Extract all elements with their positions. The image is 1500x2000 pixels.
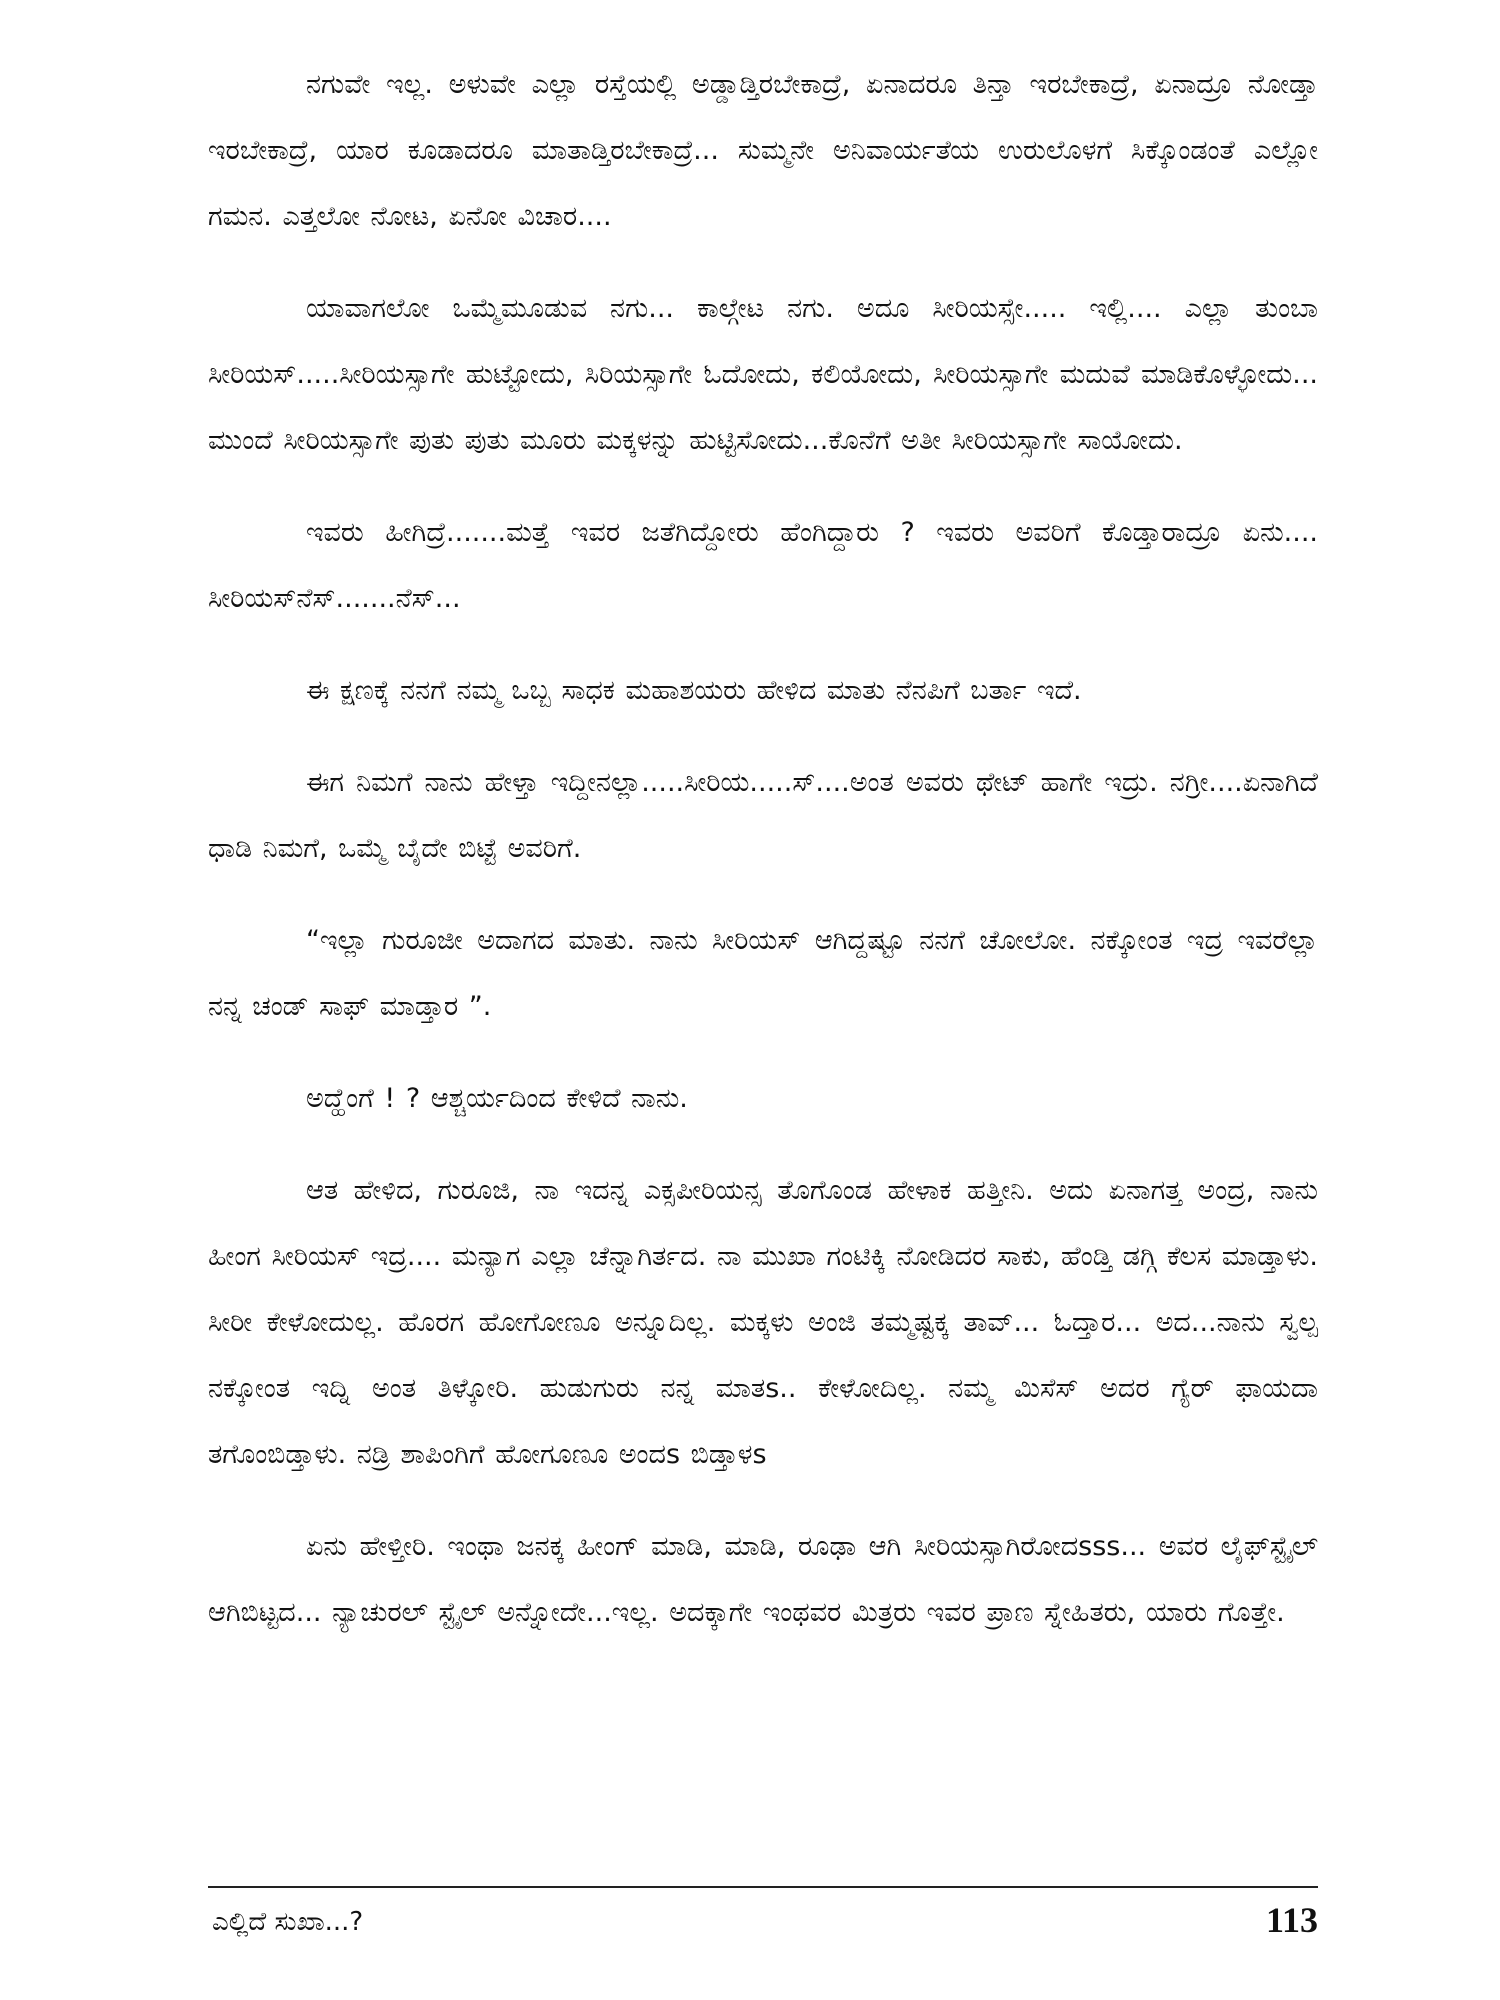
running-footer-title: ಎಲ್ಲಿದೆ ಸುಖಾ...? — [212, 1907, 364, 1937]
paragraph-8: ಆತ ಹೇಳಿದ, ಗುರೂಜಿ, ನಾ ಇದನ್ನ ಎಕ್ಸಪೀರಿಯನ್ಸ ತೊಗೊಂಡ ಹೇಳಾಕ ಹತ್ತೀನಿ. ಅದು ಏನಾಗತ್ತ ಅಂದ್ರ, ನಾನು ಹೀಂಗ ಸೀರಿಯಸ್ ಇದ್ರ.... ಮನ್ಯಾಗ ಎಲ್ಲಾ ಚೆನ್ನಾಗಿರ್ತದ. ನಾ ಮುಖಾ ಗಂಟಿಕ್ಕಿ ನೋಡಿದರ ಸಾಕು, ಹೆಂಡ್ತಿ ಡಗ್ಗಿ ಕೆಲಸ ಮಾಡ್ತಾಳು. ಸೀರೀ ಕೇಳೋದುಲ್ಲ. ಹೊರಗ ಹೋಗೋಣೂ ಅನ್ನೂದಿಲ್ಲ. ಮಕ್ಕಳು ಅಂಜಿ ತಮ್ಮಷ್ಟಕ್ಕ ತಾವ್... ಓದ್ತಾರ... ಅದ...ನಾನು ಸ್ವಲ್ಪ ನಕ್ಕೋಂತ ಇದ್ನಿ ಅಂತ ತಿಳ್ಕೋರಿ. ಹುಡುಗುರು ನನ್ನ ಮಾತs.. ಕೇಳೋದಿಲ್ಲ. ನಮ್ಮ ಮಿಸೆಸ್ ಅದರ ಗ್ಯೆರ್ ಫಾಯದಾ ತಗೊಂಬಿಡ್ತಾಳು. ನಡ್ರಿ ಶಾಪಿಂಗಿಗೆ ಹೋಗೂಣೂ ಅಂದs ಬಿಡ್ತಾಳs — [208, 1175, 1318, 1470]
paragraph-6: “ಇಲ್ಲಾ ಗುರೂಜೀ ಅದಾಗದ ಮಾತು. ನಾನು ಸೀರಿಯಸ್ ಆಗಿದ್ದಷ್ಟೂ ನನಗೆ ಚೋಲೋ. ನಕ್ಕೋಂತ ಇದ್ರ ಇವರೆಲ್ಲಾ ನನ್ನ ಚಂಡ್ ಸಾಫ್ ಮಾಡ್ತಾರ ”. — [208, 925, 1318, 1022]
paragraph-7: ಅದ್ಹೆಂಗೆ ! ? ಆಶ್ಚರ್ಯದಿಂದ ಕೇಳಿದೆ ನಾನು. — [306, 1083, 688, 1114]
footer-divider — [208, 1886, 1318, 1888]
book-page — [208, 52, 1318, 1952]
page-number: 113 — [1265, 1900, 1318, 1940]
paragraph-1: ನಗುವೇ ಇಲ್ಲ. ಅಳುವೇ ಎಲ್ಲಾ ರಸ್ತೆಯಲ್ಲಿ ಅಡ್ಡಾಡ್ತಿರಬೇಕಾದ್ರೆ, ಏನಾದರೂ ತಿನ್ತಾ ಇರಬೇಕಾದ್ರೆ, ಏನಾದ್ರೂ ನೋಡ್ತಾ ಇರಬೇಕಾದ್ರೆ, ಯಾರ ಕೂಡಾದರೂ ಮಾತಾಡ್ತಿರಬೇಕಾದ್ರೆ... ಸುಮ್ಮನೇ ಅನಿವಾರ್ಯತೆಯ ಉರುಲೊಳಗೆ ಸಿಕ್ಕೊಂಡಂತೆ ಎಲ್ಲೋ ಗಮನ. ಎತ್ತಲೋ ನೋಟ, ಏನೋ ವಿಚಾರ.... — [208, 69, 1318, 232]
paragraph-2: ಯಾವಾಗಲೋ ಒಮ್ಮೆಮೂಡುವ ನಗು... ಕಾಲ್ಗೇಟ ನಗು. ಅದೂ ಸೀರಿಯಸ್ಸೇ..... ಇಲ್ಲಿ.... ಎಲ್ಲಾ ತುಂಬಾ ಸೀರಿಯಸ್.....ಸೀರಿಯಸ್ಸಾಗೇ ಹುಟ್ಟೋದು, ಸಿರಿಯಸ್ಸಾಗೇ ಓದೋದು, ಕಲಿಯೋದು, ಸೀರಿಯಸ್ಸಾಗೇ ಮದುವೆ ಮಾಡಿಕೊಳ್ಳೋದು... ಮುಂದೆ ಸೀರಿಯಸ್ಸಾಗೇ ಪುತು ಪುತು ಮೂರು ಮಕ್ಕಳನ್ನು ಹುಟ್ಟಿಸೋದು...ಕೊನೆಗೆ ಅತೀ ಸೀರಿಯಸ್ಸಾಗೇ ಸಾಯೋದು. — [208, 293, 1318, 456]
paragraph-3: ಇವರು ಹೀಗಿದ್ರೆ.......ಮತ್ತೆ ಇವರ ಜತೆಗಿದ್ದೋರು ಹೆಂಗಿದ್ದಾರು ? ಇವರು ಅವರಿಗೆ ಕೊಡ್ತಾರಾದ್ರೂ ಏನು.... ಸೀರಿಯಸ್‌ನೆಸ್.......ನೆಸ್... — [208, 517, 1318, 614]
paragraph-4: ಈ ಕ್ಷಣಕ್ಕೆ ನನಗೆ ನಮ್ಮ ಒಬ್ಬ ಸಾಧಕ ಮಹಾಶಯರು ಹೇಳಿದ ಮಾತು ನೆನಪಿಗೆ ಬರ್ತಾ ಇದೆ. — [306, 675, 1082, 706]
page-body — [208, 52, 1318, 1672]
paragraph-5: ಈಗ ನಿಮಗೆ ನಾನು ಹೇಳ್ತಾ ಇದ್ದೀನಲ್ಲಾ.....ಸೀರಿಯ.....ಸ್....ಅಂತ ಅವರು ಥೇಟ್ ಹಾಗೇ ಇದ್ರು. ನಗ್ರೀ....ಏನಾಗಿದೆ ಧಾಡಿ ನಿಮಗೆ, ಒಮ್ಮೆ ಬೈದೇ ಬಿಟ್ಟೆ ಅವರಿಗೆ. — [208, 767, 1318, 864]
paragraph-9: ಏನು ಹೇಳ್ತೀರಿ. ಇಂಥಾ ಜನಕ್ಕ ಹೀಂಗ್ ಮಾಡಿ, ಮಾಡಿ, ರೂಢಾ ಆಗಿ ಸೀರಿಯಸ್ಸಾಗಿರೋದsss... ಅವರ ಲೈಫ್‌ಸ್ಟೈಲ್ ಆಗಿಬಿಟ್ಟದ... ನ್ಯಾಚುರಲ್ ಸ್ಟೈಲ್ ಅನ್ನೋದೇ...ಇಲ್ಲ. ಅದಕ್ಕಾಗೇ ಇಂಥವರ ಮಿತ್ರರು ಇವರ ಪ್ರಾಣ ಸ್ನೇಹಿತರು, ಯಾರು ಗೊತ್ತೇ. — [208, 1531, 1318, 1628]
